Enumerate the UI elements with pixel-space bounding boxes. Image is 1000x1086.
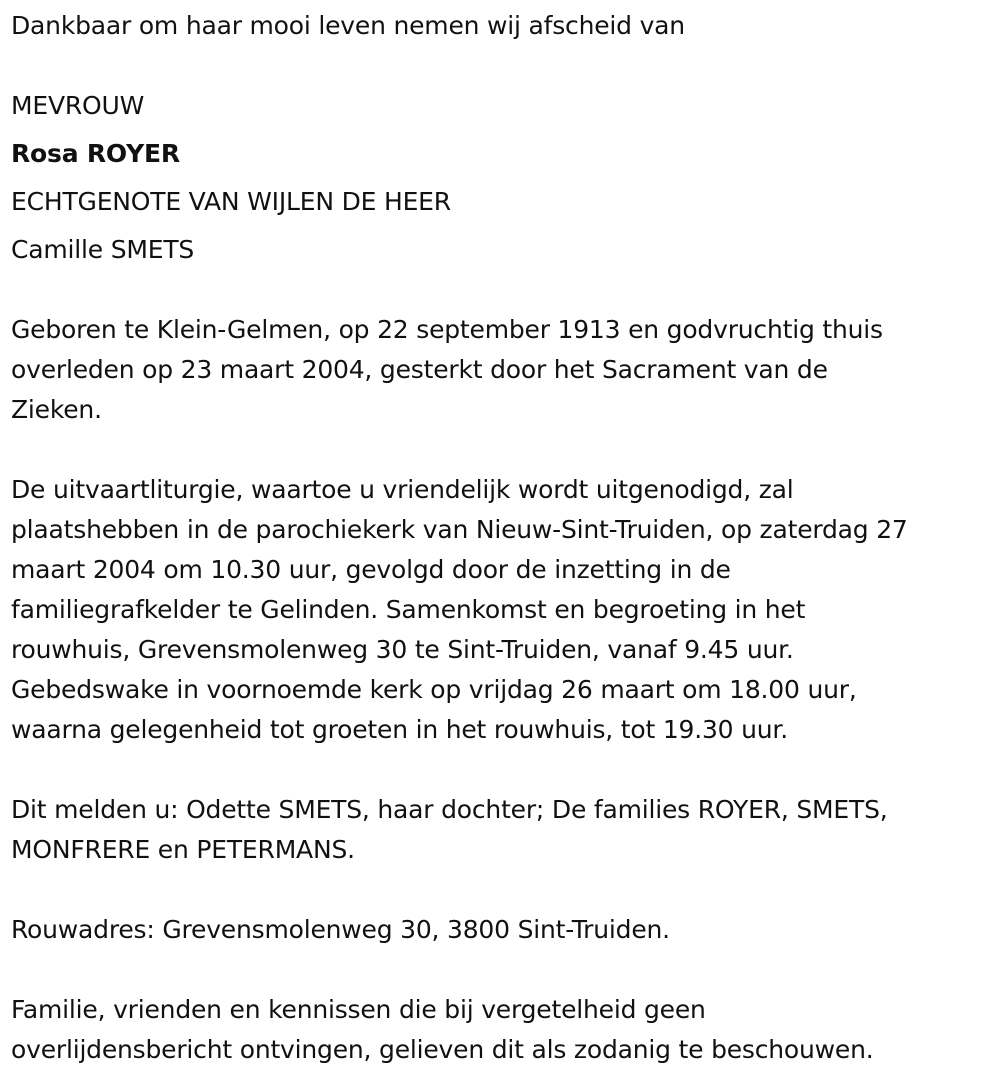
paragraph-line: Rouwadres: Grevensmolenweg 30, 3800 Sint-Truiden. (11, 915, 670, 944)
paragraph-line: rouwhuis, Grevensmolenweg 30 te Sint-Truiden, vanaf 9.45 uur. (11, 635, 794, 664)
paragraph-line: waarna gelegenheid tot groeten in het rouwhuis, tot 19.30 uur. (11, 715, 788, 744)
spouse-name: Camille SMETS (11, 235, 195, 264)
title-text: MEVROUW (11, 91, 145, 120)
paragraph-line: Gebedswake in voornoemde kerk op vrijdag 26 maart om 18.00 uur, (11, 675, 857, 704)
paragraph-line: familiegrafkelder te Gelinden. Samenkomst en begroeting in het (11, 595, 806, 624)
paragraph-line: plaatshebben in de parochiekerk van Nieuw-Sint-Truiden, op zaterdag 27 (11, 515, 908, 544)
paragraph-line: maart 2004 om 10.30 uur, gevolgd door de inzetting in de (11, 555, 731, 584)
paragraph-line: overleden op 23 maart 2004, gesterkt door het Sacrament van de (11, 355, 828, 384)
paragraph-line: Dit melden u: Odette SMETS, haar dochter; De families ROYER, SMETS, (11, 795, 888, 824)
birth-death-paragraph (11, 310, 883, 430)
paragraph-line: Geboren te Klein-Gelmen, op 22 september 1913 en godvruchtig thuis (11, 315, 883, 344)
funeral-paragraph (11, 470, 908, 750)
intro-text: Dankbaar om haar mooi leven nemen wij afscheid van (11, 11, 685, 40)
paragraph-line: MONFRERE en PETERMANS. (11, 835, 355, 864)
paragraph-line: Familie, vrienden en kennissen die bij vergetelheid geen (11, 995, 706, 1024)
deceased-name: Rosa ROYER (11, 139, 180, 168)
paragraph-line: Zieken. (11, 395, 102, 424)
address-paragraph (11, 910, 670, 950)
paragraph-line: De uitvaartliturgie, waartoe u vriendelijk wordt uitgenodigd, zal (11, 475, 794, 504)
paragraph-line: overlijdensbericht ontvingen, gelieven dit als zodanig te beschouwen. (11, 1035, 874, 1064)
announcers-paragraph (11, 790, 887, 870)
spouse-label: ECHTGENOTE VAN WIJLEN DE HEER (11, 187, 451, 216)
closing-paragraph (11, 990, 874, 1070)
